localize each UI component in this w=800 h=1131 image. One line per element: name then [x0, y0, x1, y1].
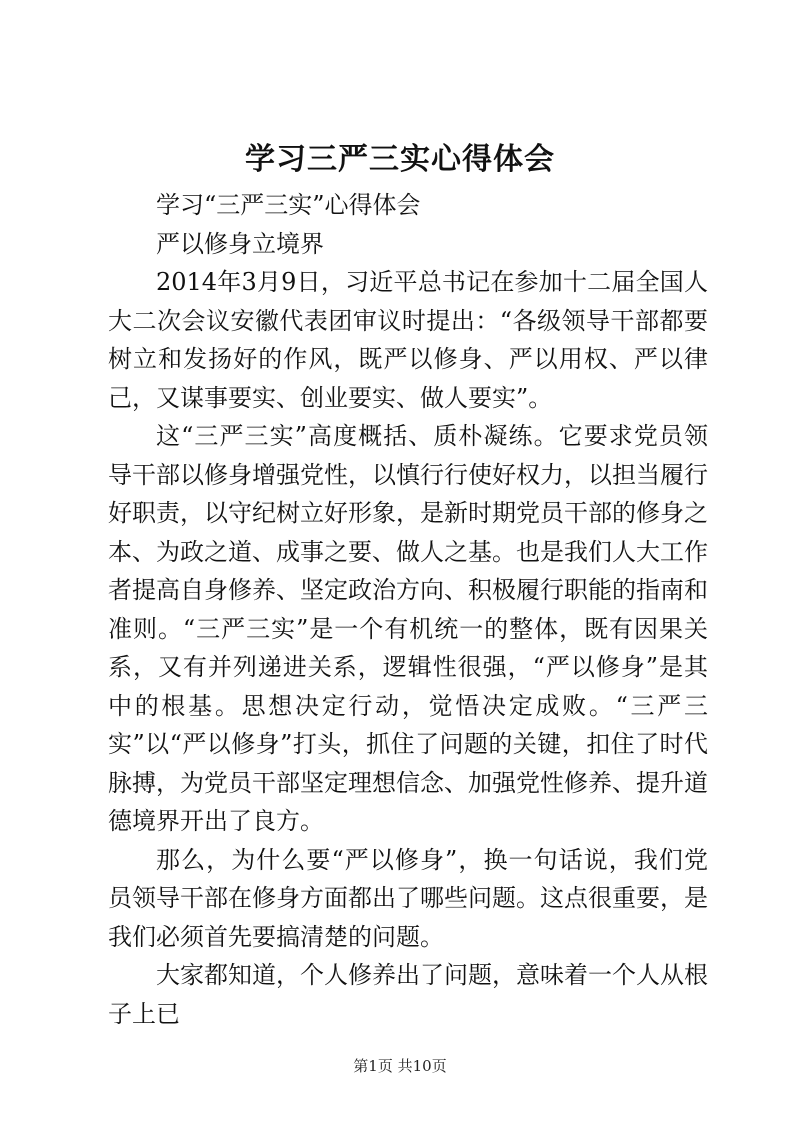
body-paragraph-3: 那么，为什么要“严以修身”，换一句话说，我们党员领导干部在修身方面都出了哪些问题。这点很重要，是我们必须首先要搞清楚的问题。	[108, 845, 708, 951]
body-paragraph-4: 大家都知道，个人修养出了问题，意味着一个人从根子上已	[108, 961, 708, 1028]
document-title: 学习三严三实心得体会	[245, 142, 555, 177]
document-body	[108, 186, 708, 1033]
subtitle-paragraph: 学习“三严三实”心得体会	[156, 191, 421, 219]
section-heading: 严以修身立境界	[156, 229, 324, 258]
page-number-footer: 第1页 共10页	[353, 1057, 447, 1075]
body-paragraph-1: 2014年3月9日，习近平总书记在参加十二届全国人大二次会议安徽代表团审议时提出：“各级领导干部都要树立和发扬好的作风，既严以修身、严以用权、严以律己，又谋事要实、创业要实、做人要实”。	[108, 268, 708, 412]
body-paragraph-2: 这“三严三实”高度概括、质朴凝练。它要求党员领导干部以修身增强党性，以慎行行使好权力，以担当履行好职责，以守纪树立好形象，是新时期党员干部的修身之本、为政之道、成事之要、做人之基。也是我们人大工作者提高自身修养、坚定政治方向、积极履行职能的指南和准则。“三严三实”是一个有机统一的整体，既有因果关系，又有并列递进关系，逻辑性很强，“严以修身”是其中的根基。思想决定行动，觉悟决定成败。“三严三实”以“严以修身”打头，抓住了问题的关键，扣住了时代脉搏，为党员干部坚定理想信念、加强党性修养、提升道德境界开出了良方。	[108, 422, 708, 835]
